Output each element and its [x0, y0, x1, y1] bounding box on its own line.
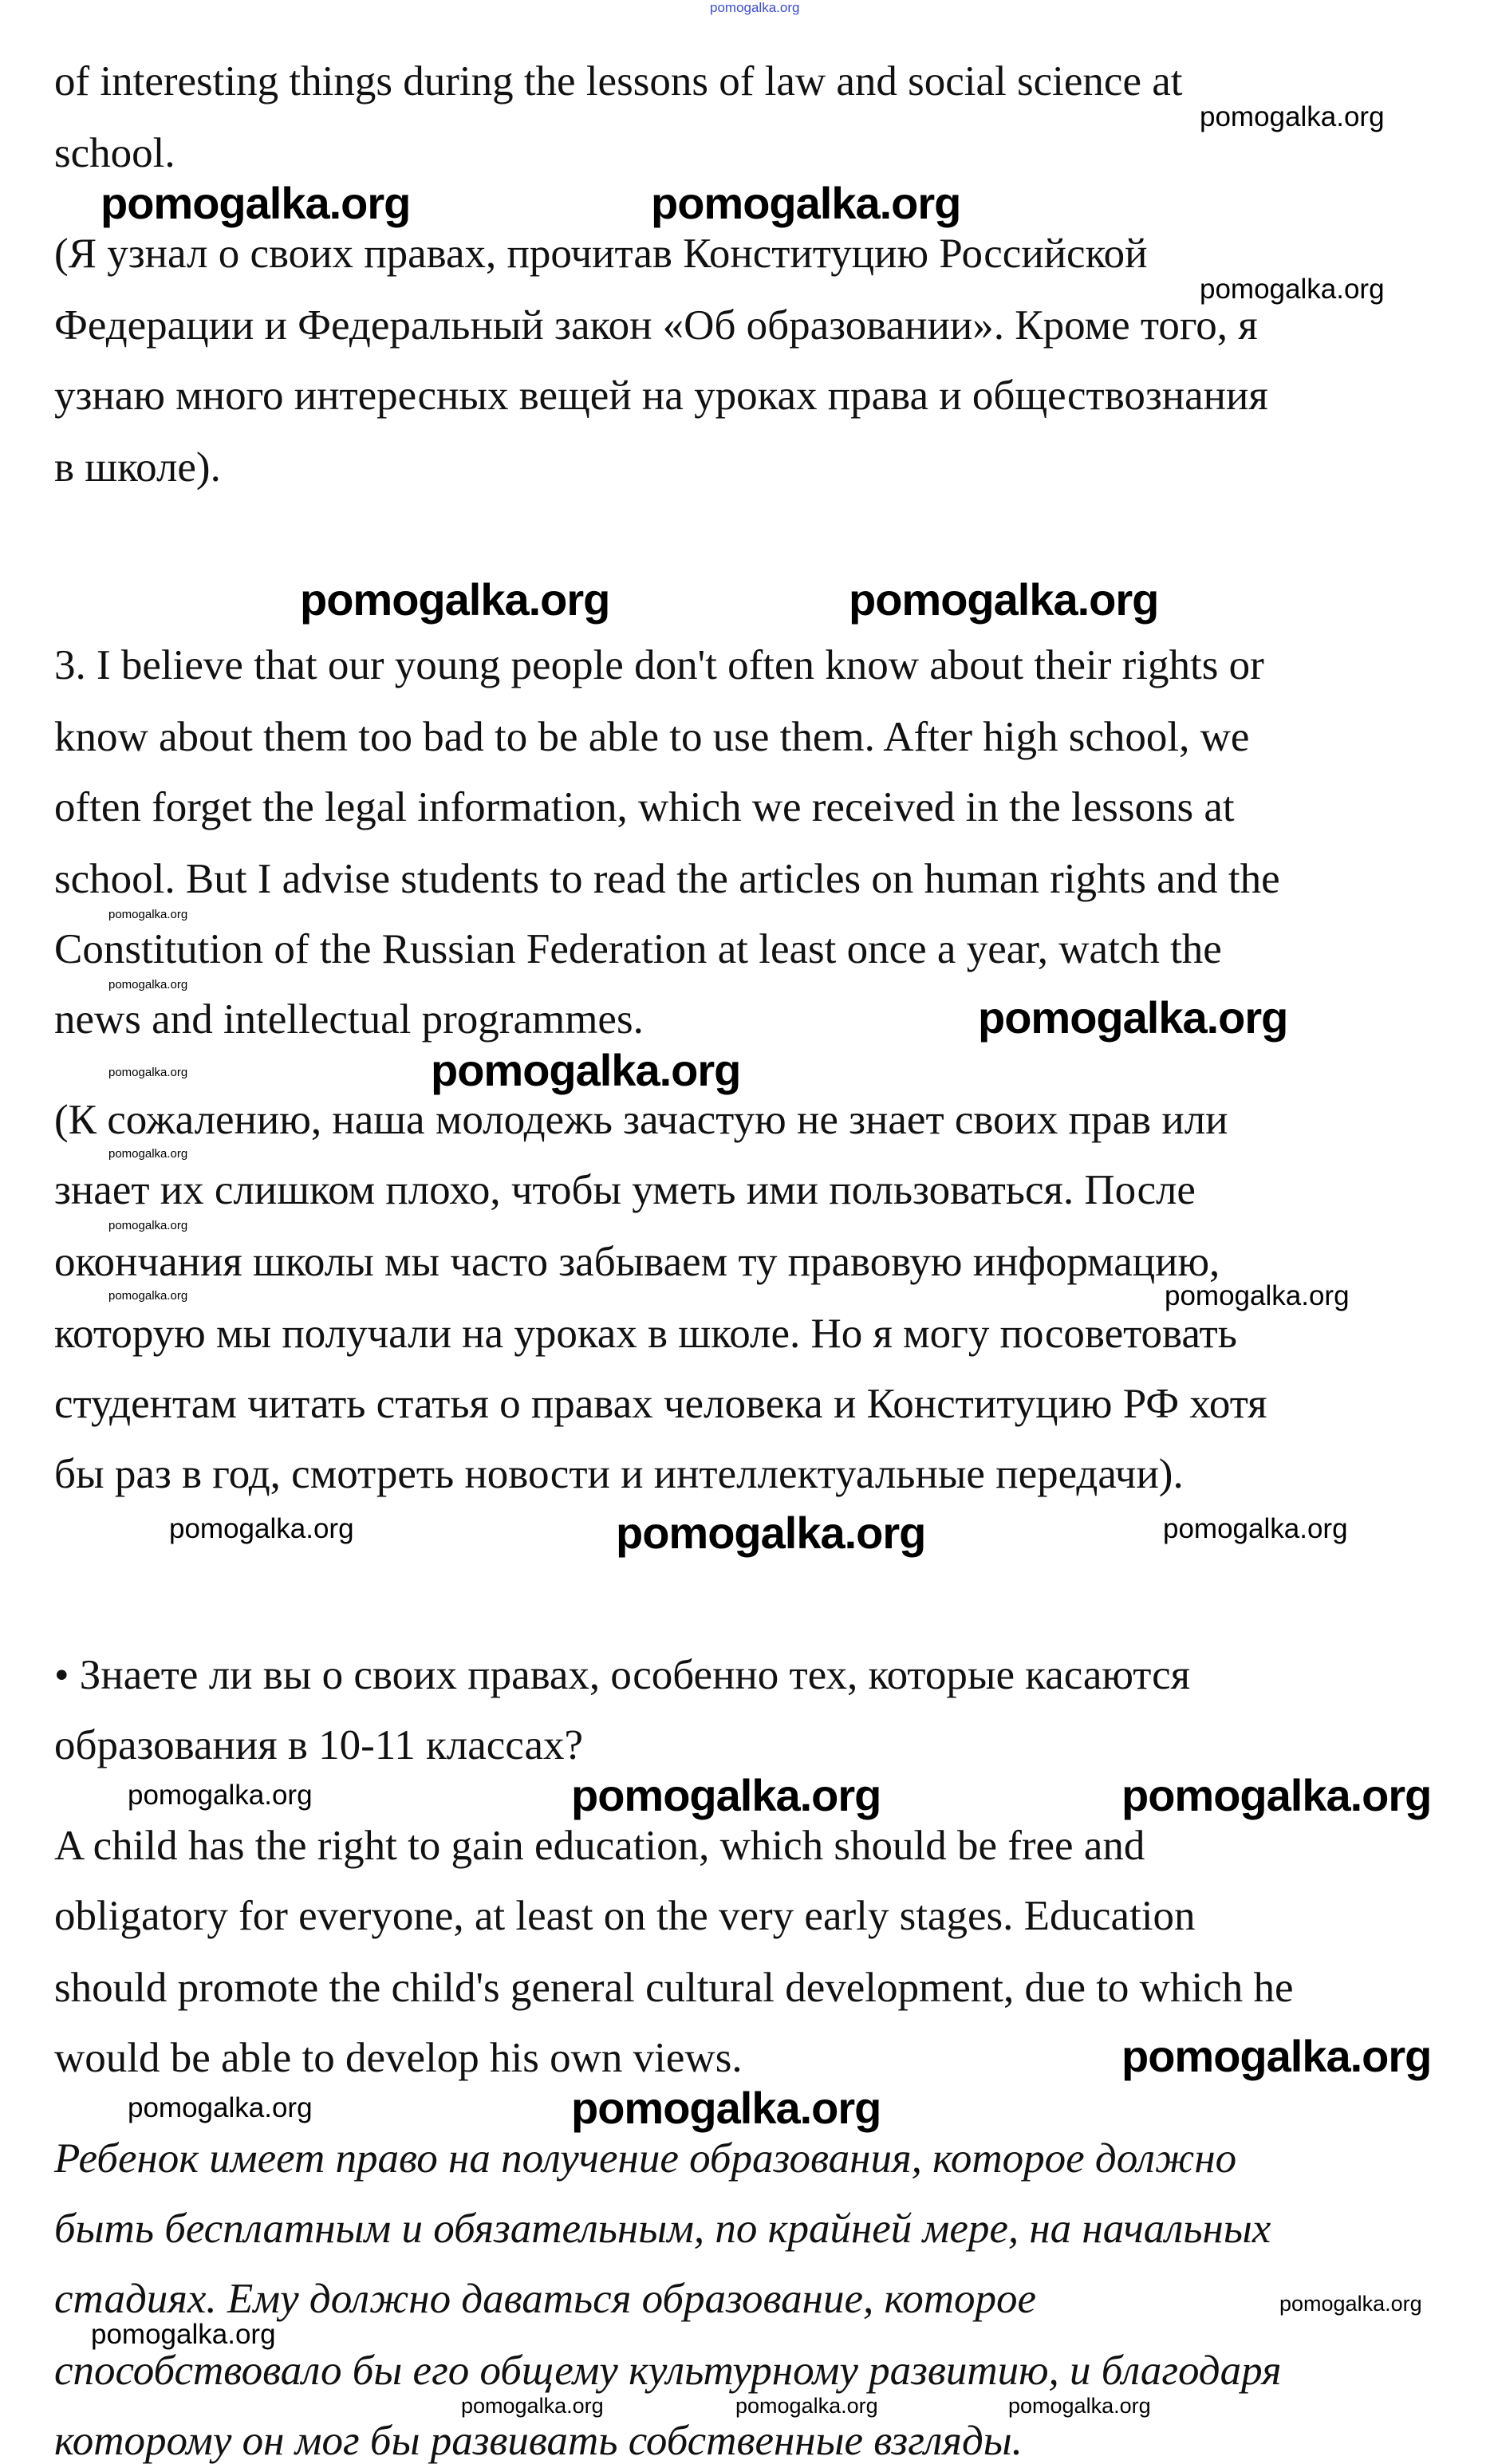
text-line: Constitution of the Russian Federation at least once a year, watch the	[54, 926, 1222, 972]
watermark: pomogalka.org	[1121, 2031, 1432, 2081]
question-line: образования в 10-11 классах?	[54, 1722, 583, 1768]
watermark: pomogalka.org	[710, 0, 800, 15]
watermark: pomogalka.org	[849, 574, 1159, 625]
watermark: pomogalka.org	[108, 978, 188, 992]
watermark: pomogalka.org	[108, 1147, 188, 1161]
watermark: pomogalka.org	[1163, 1513, 1348, 1544]
text-line: know about them too bad to be able to use them. After high school, we	[54, 714, 1250, 760]
watermark: pomogalka.org	[108, 908, 188, 921]
watermark: pomogalka.org	[101, 178, 411, 228]
watermark: pomogalka.org	[651, 178, 961, 228]
translation-line: Ребенок имеет право на получение образования, которое должно	[54, 2135, 1237, 2182]
text-line: знает их слишком плохо, чтобы уметь ими пользоваться. После	[54, 1167, 1196, 1213]
watermark: pomogalka.org	[108, 1066, 188, 1079]
watermark: pomogalka.org	[461, 2394, 604, 2418]
text-line: студентам читать статья о правах человека и Конституцию РФ хотя	[54, 1381, 1267, 1427]
watermark: pomogalka.org	[978, 992, 1288, 1043]
watermark: pomogalka.org	[169, 1513, 354, 1544]
watermark: pomogalka.org	[431, 1045, 741, 1095]
text-line: 3. I believe that our young people don't often know about their rights or	[54, 642, 1264, 688]
text-line: school.	[54, 130, 175, 176]
watermark: pomogalka.org	[1121, 1770, 1432, 1820]
translation-line: стадиях. Ему должно даваться образование, которое	[54, 2276, 1037, 2322]
watermark: pomogalka.org	[571, 2083, 881, 2133]
text-line: should promote the child's general cultural development, due to which he	[54, 1965, 1294, 2011]
text-line: окончания школы мы часто забываем ту правовую информацию,	[54, 1239, 1220, 1285]
watermark: pomogalka.org	[1200, 274, 1385, 305]
text-line: которую мы получали на уроках в школе. Но я могу посоветовать	[54, 1311, 1237, 1357]
text-line: would be able to develop his own views.	[54, 2035, 743, 2081]
watermark: pomogalka.org	[128, 1780, 313, 1811]
watermark: pomogalka.org	[1200, 101, 1385, 132]
watermark: pomogalka.org	[91, 2319, 276, 2350]
watermark: pomogalka.org	[1165, 1280, 1350, 1311]
watermark: pomogalka.org	[108, 1289, 188, 1303]
text-line: often forget the legal information, which we received in the lessons at	[54, 784, 1235, 830]
text-line: school. But I advise students to read the articles on human rights and the	[54, 856, 1280, 902]
text-line: A child has the right to gain education, which should be free and	[54, 1823, 1145, 1869]
text-line: узнаю много интересных вещей на уроках права и обществознания	[54, 373, 1268, 419]
watermark: pomogalka.org	[300, 574, 610, 625]
watermark: pomogalka.org	[108, 1219, 188, 1232]
question-line: • Знаете ли вы о своих правах, особенно тех, которые касаются	[54, 1652, 1191, 1698]
translation-line: быть бесплатным и обязательным, по крайней мере, на начальных	[54, 2206, 1271, 2252]
text-line: news and intellectual programmes.	[54, 996, 644, 1043]
translation-line: способствовало бы его общему культурному развитию, и благодаря	[54, 2348, 1282, 2394]
watermark: pomogalka.org	[735, 2394, 878, 2418]
text-line: бы раз в год, смотреть новости и интеллектуальные передачи).	[54, 1451, 1184, 1497]
text-line: of interesting things during the lessons of law and social science at	[54, 58, 1183, 104]
text-line: obligatory for everyone, at least on the very early stages. Education	[54, 1893, 1196, 1939]
watermark: pomogalka.org	[1279, 2292, 1422, 2316]
watermark: pomogalka.org	[571, 1770, 881, 1820]
watermark: pomogalka.org	[1008, 2394, 1151, 2418]
text-line: (Я узнал о своих правах, прочитав Конституцию Российской	[54, 231, 1148, 277]
text-line: (К сожалению, наша молодежь зачастую не знает своих прав или	[54, 1097, 1228, 1143]
text-line: Федерации и Федеральный закон «Об образовании». Кроме того, я	[54, 302, 1258, 349]
text-line: в школе).	[54, 444, 221, 491]
translation-line: которому он мог бы развивать собственные взгляды.	[54, 2418, 1023, 2464]
watermark: pomogalka.org	[128, 2092, 313, 2123]
watermark: pomogalka.org	[616, 1508, 926, 1558]
